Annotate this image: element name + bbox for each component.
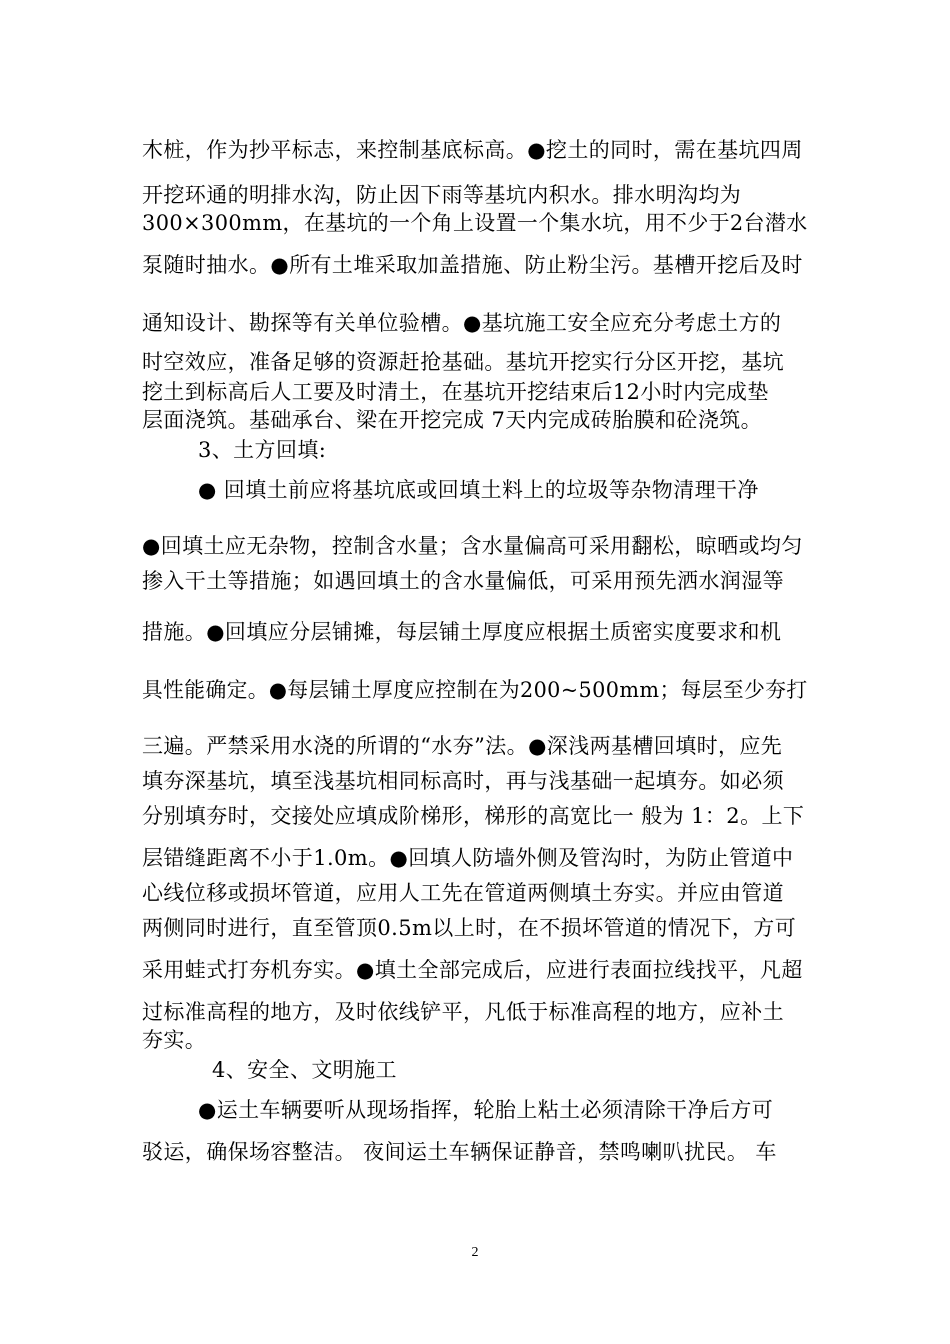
- text-line: 开挖环通的明排水沟，防止因下雨等基坑内积水。排水明沟均为: [142, 183, 742, 207]
- text-line: 泵随时抽水。●所有土堆采取加盖措施、防止粉尘污。基槽开挖后及时: [142, 253, 803, 277]
- text-line: 心线位移或损坏管道，应用人工先在管道两侧填土夯实。并应由管道: [142, 881, 784, 905]
- text-line: 挖土到标高后人工要及时清土，在基坑开挖结束后12小时内完成垫: [142, 380, 769, 404]
- text-line: 层错缝距离不小于1.0m。●回填人防墙外侧及管沟时，为防止管道中: [142, 846, 794, 870]
- text-line: 掺入干土等措施；如遇回填土的含水量偏低，可采用预先洒水润湿等: [142, 569, 784, 593]
- text-line: ●回填土应无杂物，控制含水量；含水量偏高可采用翻松，晾晒或均匀: [142, 534, 803, 558]
- text-line: 三遍。严禁采用水浇的所谓的“水夯”法。●深浅两基槽回填时，应先: [142, 734, 783, 758]
- section-heading: 4、安全、文明施工: [212, 1058, 397, 1082]
- text-line: 300×300mm，在基坑的一个角上设置一个集水坑，用不少于2台潜水: [142, 211, 808, 235]
- text-line: 采用蛙式打夯机夯实。●填土全部完成后，应进行表面拉线找平，凡超: [142, 958, 803, 982]
- text-line: 具性能确定。●每层铺土厚度应控制在为200~500mm；每层至少夯打: [142, 678, 808, 702]
- text-line: 措施。●回填应分层铺摊，每层铺土厚度应根据土质密实度要求和机: [142, 620, 782, 644]
- text-line: 木桩，作为抄平标志，来控制基底标高。●挖土的同时，需在基坑四周: [142, 138, 803, 162]
- section-heading: 3、土方回填:: [198, 438, 327, 462]
- text-line: 两侧同时进行，直至管顶0.5m以上时，在不损坏管道的情况下，方可: [142, 916, 797, 940]
- text-line: 驳运，确保场容整洁。 夜间运土车辆保证静音，禁鸣喇叭扰民。 车: [142, 1140, 777, 1164]
- text-line: ● 回填土前应将基坑底或回填土料上的垃圾等杂物清理干净: [198, 478, 759, 502]
- text-line: 时空效应，准备足够的资源赶抢基础。基坑开挖实行分区开挖，基坑: [142, 350, 784, 374]
- text-line: ●运土车辆要听从现场指挥，轮胎上粘土必须清除干净后方可: [198, 1098, 774, 1122]
- text-line: 填夯深基坑，填至浅基坑相同标高时，再与浅基础一起填夯。如必须: [142, 769, 784, 793]
- page-number: 2: [471, 1245, 479, 1260]
- text-line: 分别填夯时，交接处应填成阶梯形，梯形的高宽比一 般为 1：2。上下: [142, 804, 805, 828]
- text-line: 通知设计、勘探等有关单位验槽。●基坑施工安全应充分考虑土方的: [142, 311, 782, 335]
- text-line: 夯实。: [142, 1028, 207, 1052]
- text-line: 层面浇筑。基础承台、梁在开挖完成 7天内完成砖胎膜和砼浇筑。: [142, 408, 763, 432]
- text-line: 过标准高程的地方，及时依线铲平，凡低于标准高程的地方，应补土: [142, 1000, 784, 1024]
